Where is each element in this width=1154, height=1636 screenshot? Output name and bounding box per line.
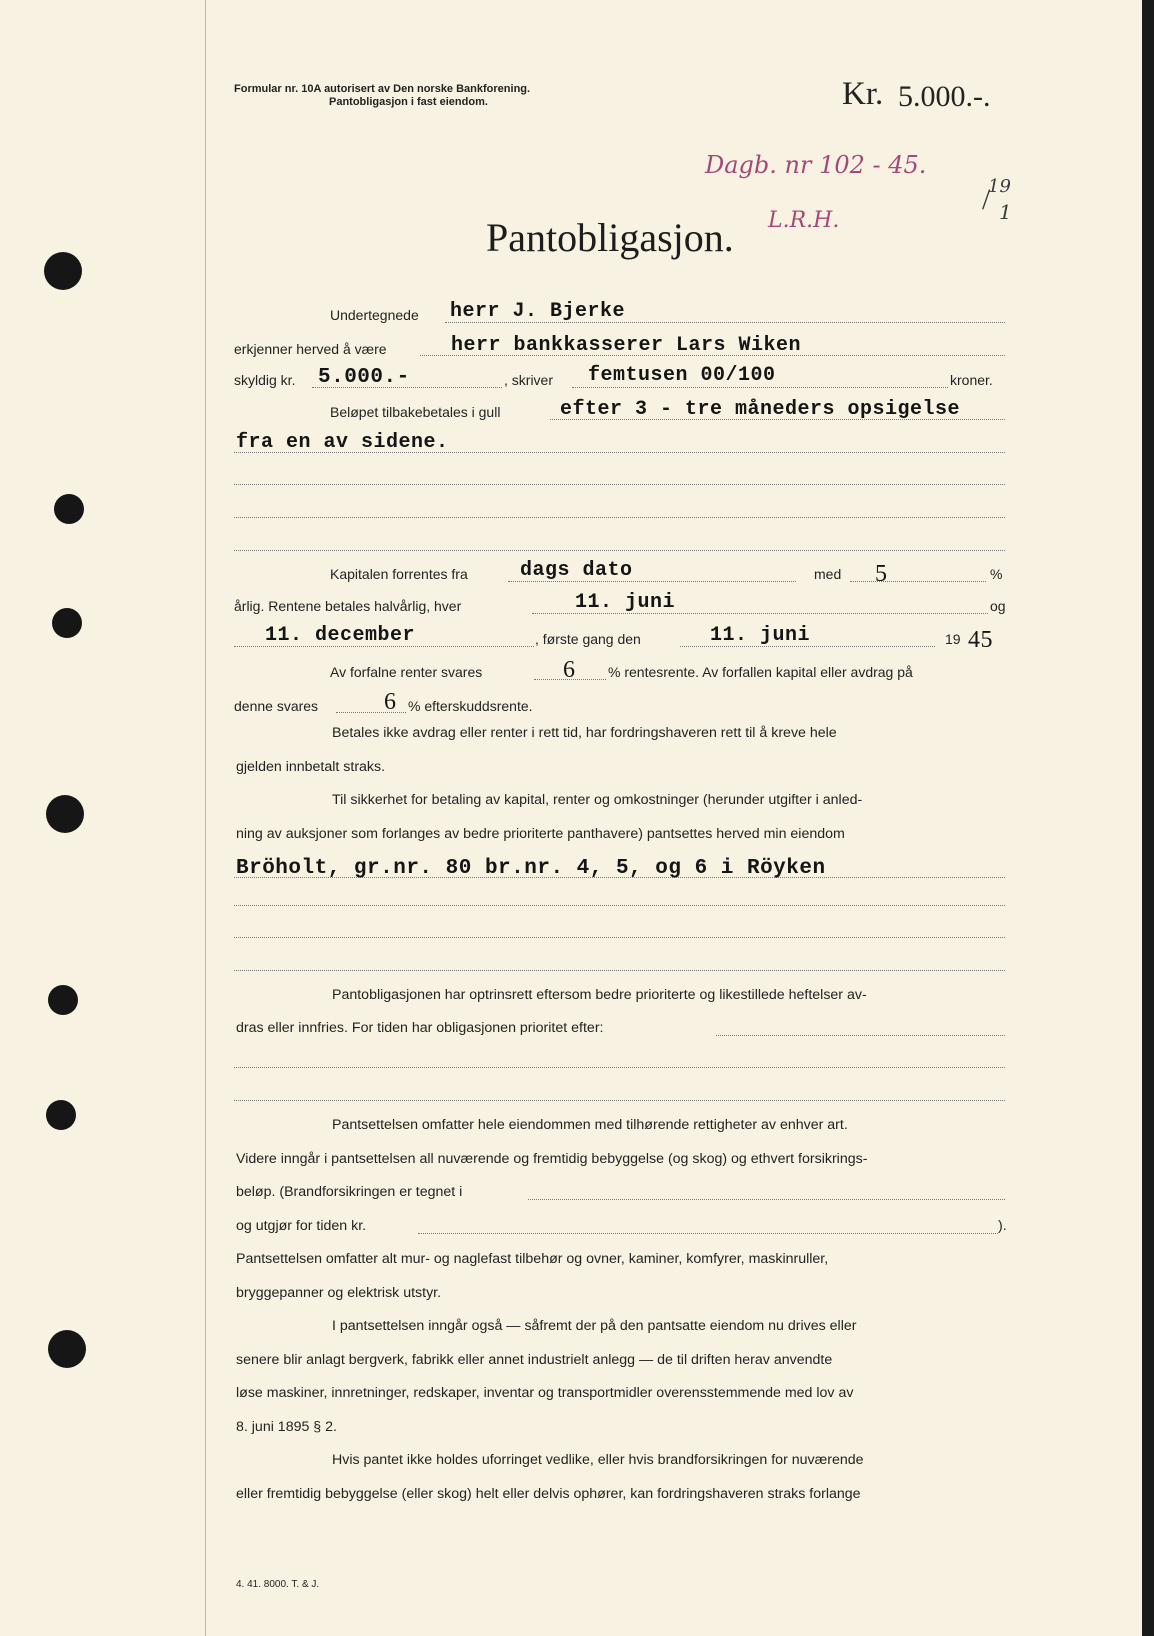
paragraph-line: og utgjør for tiden kr. (236, 1218, 367, 1234)
date-note-slash: / (982, 183, 991, 216)
rentesrente-label: % rentesrente. Av forfallen kapital eller avdrag på (608, 664, 913, 680)
form-number-line: Formular nr. 10A autorisert av Den norske Bankforening. (234, 83, 531, 95)
year-value: 45 (968, 627, 993, 653)
margin-rule (205, 0, 206, 1636)
binder-hole (44, 252, 82, 290)
blank-line (234, 1067, 1005, 1068)
kapitalen-value: dags dato (520, 559, 633, 582)
paragraph-betales (236, 717, 1006, 851)
paragraph-line: Pantsettelsen omfatter hele eiendommen med tilhørende rettigheter av enhver art. (332, 1117, 848, 1133)
skriver-line (572, 387, 948, 388)
paragraph-line: 8. juni 1895 § 2. (236, 1418, 337, 1435)
skriver-value: femtusen 00/100 (588, 364, 776, 387)
form-type-line: Pantobligasjon i fast eiendom. (329, 96, 488, 108)
blank-line (234, 517, 1005, 518)
paragraph-line: Betales ikke avdrag eller renter i rett tid, har fordringshaveren rett til å kreve hele (332, 725, 837, 741)
erkjenner-label: erkjenner herved å være (234, 341, 387, 357)
paragraph-line: Pantobligasjonen har optrinsrett eftersom bedre prioriterte og likestillede heftelser av- (332, 987, 867, 1003)
skyldig-value: 5.000.- (318, 366, 410, 389)
binder-hole (54, 494, 84, 524)
denne-label: denne svares (234, 698, 319, 714)
blank-line (234, 970, 1005, 971)
paragraph-line: Hvis pantet ikke holdes uforringet vedlike, eller hvis brandforsikringen for nuværende (332, 1452, 864, 1468)
property-value: Bröholt, gr.nr. 80 br.nr. 4, 5, og 6 i Röyken (236, 857, 826, 880)
binder-hole (52, 608, 82, 638)
blank-line (234, 1100, 1005, 1101)
date-note-month: 1 (999, 200, 1012, 224)
med-label: med (814, 566, 842, 582)
forste-label: , første gang den (535, 631, 641, 647)
denne-value: 6 (384, 689, 397, 715)
paragraph-line: ning av auksjoner som forlanges av bedre prioriterte panthavere) pantsettes herved min eiendom (236, 825, 845, 842)
skriver-label: , skriver (504, 372, 553, 388)
binder-hole (46, 795, 84, 833)
belopet-value-1: efter 3 - tre måneders opsigelse (560, 398, 961, 421)
amount-prefix: Kr. (842, 76, 884, 112)
belopet-label: Beløpet tilbakebetales i gull (330, 404, 501, 420)
utgjor-line (418, 1233, 998, 1234)
forfalne-label: Av forfalne renter svares (330, 664, 483, 680)
kapitalen-label: Kapitalen forrentes fra (330, 566, 468, 582)
blank-line (234, 484, 1005, 485)
rate-value: 5 (875, 561, 888, 587)
blank-line (234, 937, 1005, 938)
undertegnede-value: herr J. Bjerke (450, 300, 626, 323)
paragraph-line: dras eller innfries. For tiden har obligasjonen prioritet efter: (236, 1020, 604, 1036)
journal-note: Dagb. nr 102 - 45. (705, 151, 927, 179)
year-prefix: 19 (945, 631, 961, 647)
term2-value: 11. december (265, 624, 416, 647)
arlig-label: årlig. Rentene betales halvårlig, hver (234, 598, 462, 614)
amount-value: 5.000.-. (898, 80, 991, 113)
binder-hole (48, 1330, 86, 1368)
paragraph-line: ). (998, 1218, 1007, 1234)
rate-line (850, 581, 986, 582)
erkjenner-value: herr bankkasserer Lars Wiken (451, 334, 802, 357)
initials-stamp: L.R.H. (768, 208, 840, 233)
paragraph-line: Til sikkerhet for betaling av kapital, renter og omkostninger (herunder utgifter i anled- (332, 792, 863, 808)
binder-hole (48, 985, 78, 1015)
prioritet-line (716, 1035, 1005, 1036)
kroner-label: kroner. (950, 372, 993, 388)
brandforsikring-line (528, 1199, 1005, 1200)
forfalne-value: 6 (563, 657, 576, 683)
og-label: og (990, 598, 1006, 614)
skyldig-label: skyldig kr. (234, 372, 296, 388)
belopet-value-2: fra en av sidene. (236, 431, 449, 454)
undertegnede-label: Undertegnede (330, 307, 419, 323)
paragraph-optrinsrett (236, 979, 1006, 1013)
paragraph-omfatter (236, 1109, 1006, 1176)
paragraph-line: I pantsettelsen inngår også — såfremt der på den pantsatte eiendom nu drives eller (332, 1318, 857, 1334)
efterskudd-label: % efterskuddsrente. (408, 698, 533, 714)
paragraph-omfatter-tail (236, 1243, 1006, 1511)
page-title: Pantobligasjon. (486, 215, 734, 260)
paragraph-line: senere blir anlagt bergverk, fabrikk eller annet industrielt anlegg — de til driften herav anvendte (236, 1351, 833, 1368)
binder-hole (46, 1100, 76, 1130)
paragraph-line: gjelden innbetalt straks. (236, 758, 386, 775)
blank-line (234, 905, 1005, 906)
paragraph-line: Pantsettelsen omfatter alt mur- og naglefast tilbehør og ovner, kaminer, komfyrer, maskinruller, (236, 1251, 829, 1267)
paragraph-line: Videre inngår i pantsettelsen all nuværende og fremtidig bebyggelse (og skog) og ethvert forsikrings- (236, 1150, 868, 1167)
paragraph-line: bryggepanner og elektrisk utstyr. (236, 1284, 442, 1301)
first-date-value: 11. juni (710, 624, 811, 647)
paragraph-line: eller fremtidig bebyggelse (eller skog) helt eller delvis ophører, kan fordringshaveren straks forlange (236, 1485, 861, 1502)
term1-value: 11. juni (575, 591, 676, 614)
printer-note: 4. 41. 8000. T. & J. (236, 1579, 320, 1590)
date-note-day: 19 (988, 176, 1011, 197)
percent-sign: % (990, 566, 1003, 582)
paragraph-line: beløp. (Brandforsikringen er tegnet i (236, 1184, 463, 1200)
blank-line (234, 550, 1005, 551)
paragraph-line: løse maskiner, innretninger, redskaper, inventar og transportmidler overensstemmende med lov av (236, 1385, 854, 1401)
